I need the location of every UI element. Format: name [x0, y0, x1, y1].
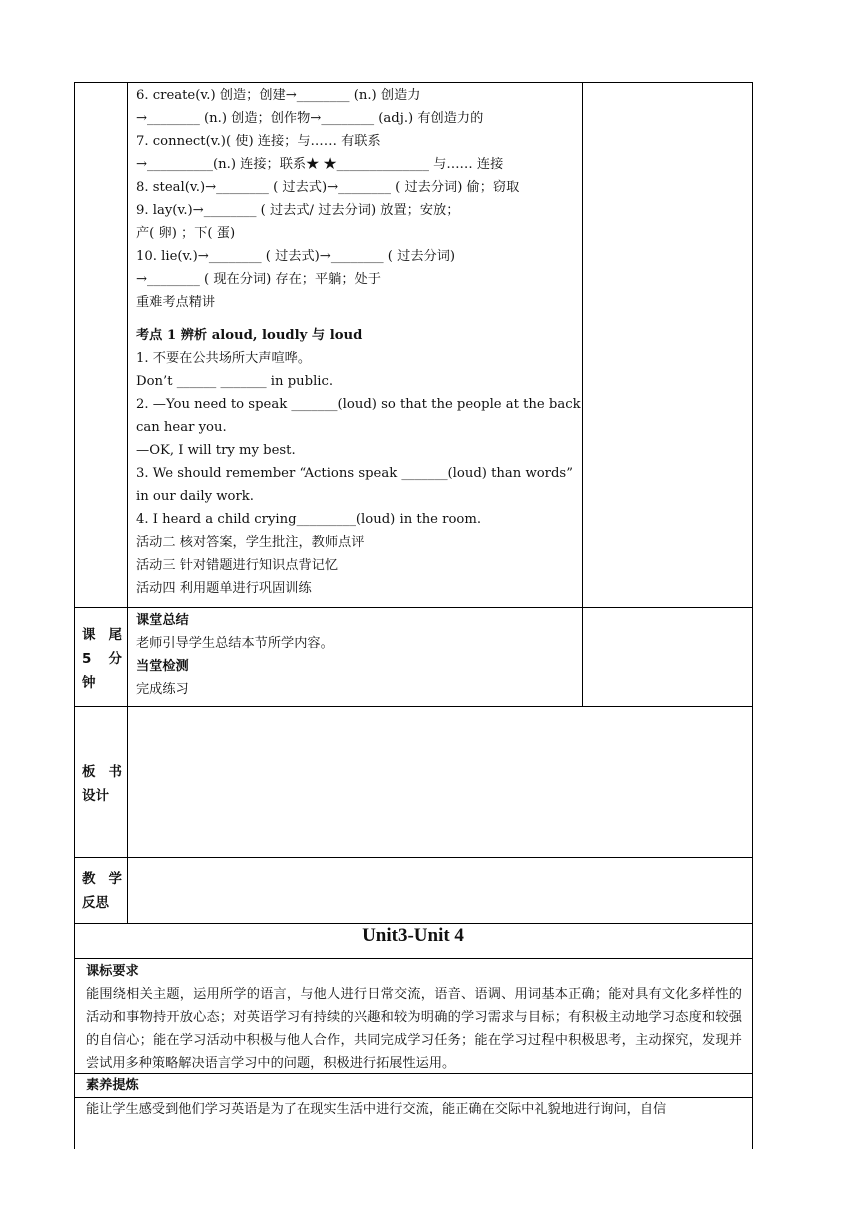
exercise-line: 2. —You need to speak _______(loud) so that the people at the back	[136, 397, 581, 412]
label-char: 分	[108, 651, 122, 667]
row-divider-4	[74, 923, 753, 924]
literacy-title: 素养提炼	[86, 1078, 139, 1093]
exercise-line: Don’t ______ _______ in public.	[136, 374, 334, 389]
label-char: 书	[108, 764, 122, 780]
vocab-line: →________ ( 现在分词) 存在；平躺；处于	[136, 272, 381, 287]
row-divider-5	[74, 958, 753, 959]
label-char: 板	[82, 764, 96, 780]
label-char: 教	[82, 871, 96, 887]
summary-title: 课堂总结	[136, 613, 189, 628]
standard-text: 能围绕相关主题，运用所学的语言，与他人进行日常交流，语音、语调、用词基本正确；能对具有文化多样性的活动和事物持开放心态；对英语学习有持续的兴趣和较为明确的学习需求与目标；有积极主动地学习态度和较强的自信心；能在学习活动中积极与他人合作，共同完成学习任务；能在学习过程中积极思考，主动探究，发现并尝试用多种策略解决语言学习中的问题，积极进行拓展性运用。	[86, 987, 742, 1071]
table-right-border	[752, 82, 753, 1149]
exercise-line: —OK, I will try my best.	[136, 443, 296, 458]
activity-line: 活动三 针对错题进行知识点背记忆	[136, 558, 339, 573]
exercise-line: 3. We should remember “Actions speak _______(loud) than words”	[136, 466, 573, 481]
label-char: 课	[82, 627, 96, 643]
vocab-line: 产( 卵) ；下( 蛋)	[136, 226, 236, 241]
table-left-border	[74, 82, 75, 1149]
row-divider-3	[74, 857, 753, 858]
label-char: 设计	[82, 788, 109, 804]
reflection-label	[82, 867, 122, 915]
notes-column-divider	[582, 82, 583, 706]
vocab-line: 8. steal(v.)→________ ( 过去式)→________ ( 过去分词) 偷；窃取	[136, 180, 520, 195]
exercise-line: 1. 不要在公共场所大声喧哗。	[136, 351, 312, 366]
activity-line: 活动四 利用题单进行巩固训练	[136, 581, 312, 596]
row-divider-2	[74, 706, 753, 707]
vocab-line: →__________(n.) 连接；联系★ ★______________ 与…… 连接	[136, 157, 504, 172]
standard-title: 课标要求	[86, 964, 139, 979]
vocab-line: 9. lay(v.)→________ ( 过去式/ 过去分词) 放置；安放；	[136, 203, 460, 218]
check-text: 完成练习	[136, 682, 189, 697]
vocab-line: →________ (n.) 创造；创作物→________ (adj.) 有创造力的	[136, 111, 484, 126]
exercise-line: in our daily work.	[136, 489, 254, 504]
check-title: 当堂检测	[136, 659, 189, 674]
label-char: 5	[82, 651, 92, 667]
vocab-line: 7. connect(v.)( 使) 连接；与…… 有联系	[136, 134, 381, 149]
point-title: 考点 1 辨析 aloud, loudly 与 loud	[136, 328, 363, 343]
vocab-line: 10. lie(v.)→________ ( 过去式)→________ ( 过去分词)	[136, 249, 456, 264]
label-char: 钟	[82, 675, 96, 691]
summary-text: 老师引导学生总结本节所学内容。	[136, 636, 334, 651]
exercise-line: can hear you.	[136, 420, 227, 435]
table-top-border	[74, 82, 753, 83]
label-char: 尾	[108, 627, 122, 643]
literacy-text: 能让学生感受到他们学习英语是为了在现实生活中进行交流，能正确在交际中礼貌地进行询问，自信	[86, 1102, 667, 1117]
label-char: 反思	[82, 895, 109, 911]
vocab-line: 6. create(v.) 创造；创建→________ (n.) 创造力	[136, 88, 421, 103]
section-heading: 重难考点精讲	[136, 295, 216, 310]
label-column-divider	[127, 82, 128, 923]
exercise-line: 4. I heard a child crying_________(loud) in the room.	[136, 512, 482, 527]
board-design-label	[82, 760, 122, 808]
activity-line: 活动二 核对答案，学生批注，教师点评	[136, 535, 365, 550]
unit-title: Unit3-Unit 4	[362, 925, 464, 946]
row-divider-1	[74, 607, 753, 608]
ending-label	[82, 623, 122, 695]
label-char: 学	[108, 871, 122, 887]
